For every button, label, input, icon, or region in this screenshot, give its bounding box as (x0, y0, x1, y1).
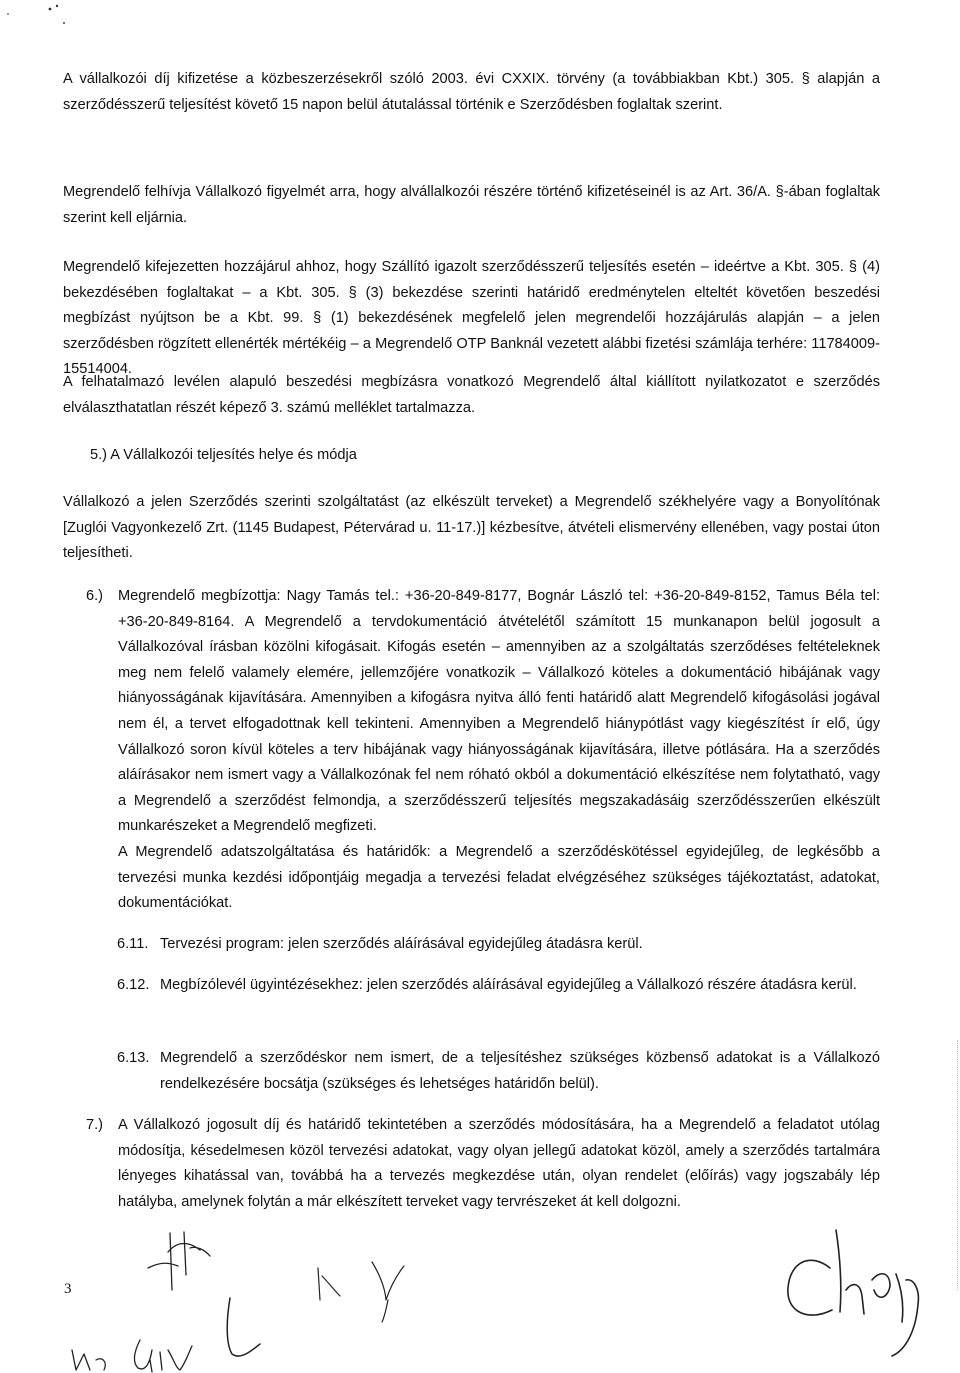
paragraph-6-11: Tervezési program: jelen szerződés aláírásával egyidejűleg átadásra kerül. (160, 936, 643, 952)
item-number-6-11: 6.11. (117, 936, 149, 952)
paragraph-6-12: Megbízólevél ügyintézésekhez: jelen szerződés aláírásával egyidejűleg a Vállalkozó részére átadásra kerül. (160, 977, 857, 993)
paragraph-consent: Megrendelő kifejezetten hozzájárul ahhoz, hogy Szállító igazolt szerződésszerű teljesítés esetén – ideértve a Kbt. 305. § (4) bekezdésében foglaltakat – a Kbt. 305. § (3) bekezdése szerinti határidő eredménytelen elteltét követően beszedési megbízást nyújtson be a Kbt. 99. § (1) bekezdésének megfelelő jelen megrendelői hozzájárulás alapján – a jelen szerződésben rögzített ellenérték mértékéig – a Megrendelő OTP Banknál vezetett alábbi fizetési számlája terhére: 11784009-15514004. (63, 259, 880, 378)
signature-main (788, 1230, 919, 1356)
item-number-6: 6.) (86, 588, 104, 604)
item-number-7: 7.) (86, 1117, 104, 1133)
section-heading-5: 5.) A Vállalkozói teljesítés helye és módja (90, 447, 357, 463)
paragraph-6: Megrendelő megbízottja: Nagy Tamás tel.: +36-20-849-8177, Bognár László tel: +36-20-849-8152, Tamus Béla tel: +36-20-849-8164. A Megrendelő a tervdokumentáció átvételétől számított 15 munkanapon belül jogosult a Vállalkozóval írásban közölni kifogásait. Kifogás esetén – amennyiben az a szolgáltatás szerződéses feltételeknek meg nem felelő valamely elemére, jellemzőjére vonatkozik – Vállalkozó köteles a dokumentáció hibájának vagy hiányosságának kijavítására. Amennyiben a kifogásra nyitva álló fenti határidő alatt Megrendelő kifogásolási jogával nem él, a tervet elfogadottnak kell tekinteni. Amennyiben a Megrendelő hiánypótlást vagy kiegészítést ír elő, úgy Vállalkozó soron kívül köteles a terv hibájának vagy hiányosságának kijavítására, illetve pótlására. Ha a szerződés aláírásakor nem ismert vagy a Vállalkozónak fel nem róható okból a dokumentáció elkészítése nem folytatható, vagy a Megrendelő a szerződést felmondja, a szerződésszerű teljesítés megszakadásáig szerződésszerűen elkészült munkarészeket a Megrendelő megfizeti. (118, 588, 880, 835)
signature-initials-3 (227, 1298, 260, 1356)
paragraph-payment: A vállalkozói díj kifizetése a közbeszerzésekről szóló 2003. évi CXXIX. törvény (a továbbiakban Kbt.) 305. § alapján a szerződésszerű teljesítést követő 15 napon belül átutalással történik e Szerződésben foglaltak szerint. (63, 71, 880, 113)
paragraph-7: A Vállalkozó jogosult díj és határidő tekintetében a szerződés módosítására, ha a Megrendelő a feladatot utólag módosítja, késedelmesen közöl tervezési adatokat, vagy olyan jellegű adatokat közöl, amely a szerződés tartalmára lényeges kihatással van, továbbá ha a tervezés megkezdése után, olyan rendelet (előírás) vagy jogszabály lép hatályba, amelynek folytán a már elkészített terveket vagy tervrészeket át kell dolgozni. (118, 1117, 880, 1210)
paragraph-delivery: Vállalkozó a jelen Szerződés szerinti szolgáltatást (az elkészült terveket) a Megrendelő székhelyére vagy a Bonyolítónak [Zuglói Vagyonkezelő Zrt. (1145 Budapest, Pétervárad u. 11-17.)] kézbesítve, átvételi elismervény ellenében, vagy postai úton teljesítheti. (63, 494, 880, 562)
signature-initials-4 (72, 1340, 192, 1372)
paragraph-subcontractor: Megrendelő felhívja Vállalkozó figyelmét arra, hogy alvállalkozói részére történő kifizetéseinél is az Art. 36/A. §-ában foglaltak szerint kell eljárnia. (63, 184, 880, 226)
page-number: 3 (64, 1281, 72, 1297)
item-number-6-12: 6.12. (117, 977, 150, 993)
paragraph-authorization: A felhatalmazó levélen alapuló beszedési megbízásra vonatkozó Megrendelő által kiállított nyilatkozatot e szerződés elválaszthatatlan részét képező 3. számú melléklet tartalmazza. (63, 374, 880, 416)
signature-initials-2 (318, 1262, 404, 1322)
scan-edge-noise (956, 1040, 958, 1290)
paragraph-6-13: Megrendelő a szerződéskor nem ismert, de a teljesítéshez szükséges közbenső adatokat is a Vállalkozó rendelkezésére bocsátja (szükséges és lehetséges határidőn belül). (160, 1050, 880, 1092)
paragraph-data-service: A Megrendelő adatszolgáltatása és határidők: a Megrendelő a szerződéskötéssel egyidejűleg, de legkésőbb a tervezési munka kezdési időpontjáig megadja a tervezési feladat elvégzéséhez szükséges tájékoztatást, adatokat, dokumentációkat. (118, 844, 880, 912)
signature-initials-1 (148, 1232, 210, 1290)
item-number-6-13: 6.13. (117, 1050, 150, 1066)
